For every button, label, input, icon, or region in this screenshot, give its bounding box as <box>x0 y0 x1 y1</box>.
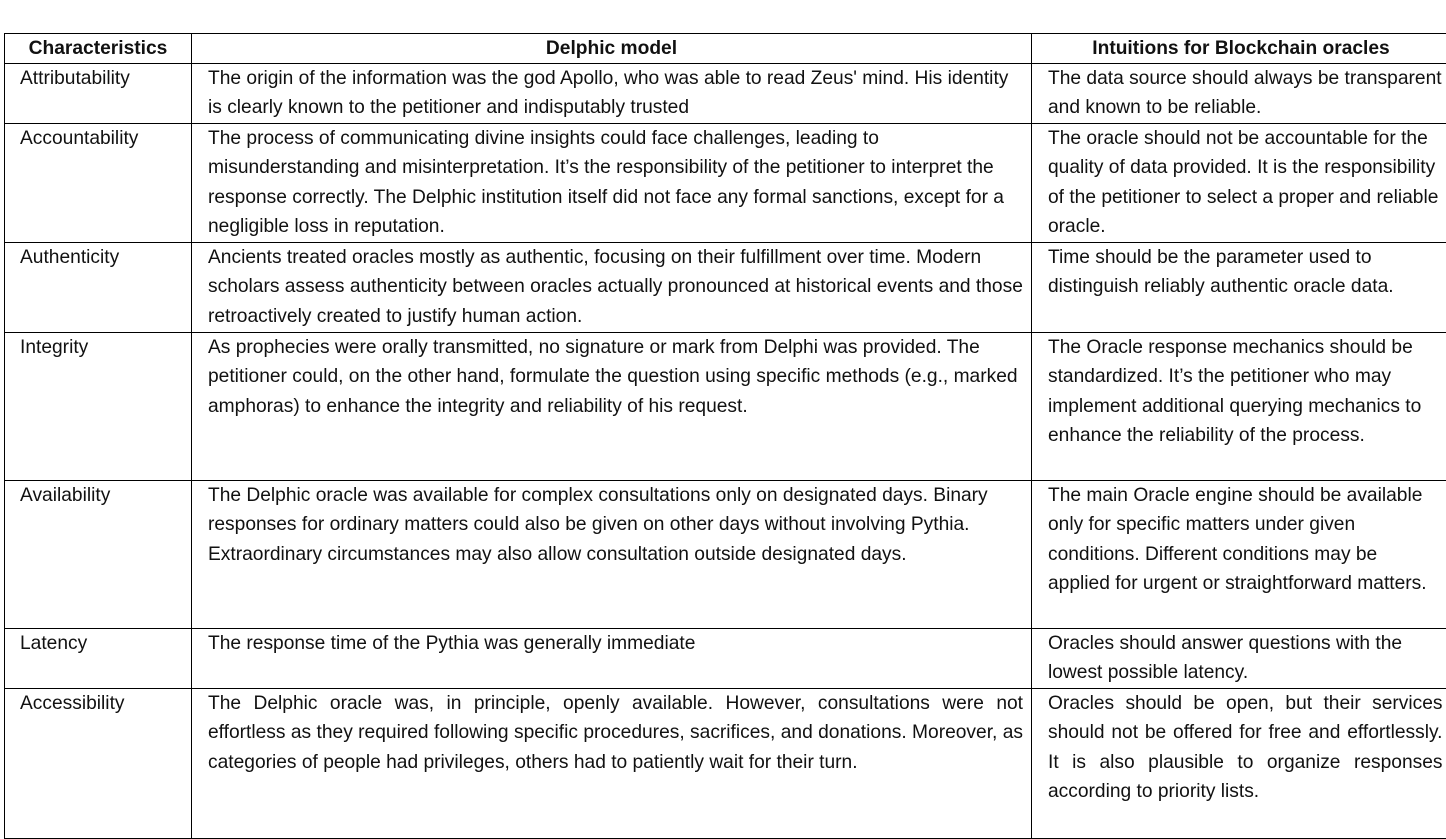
header-delphic-model: Delphic model <box>192 34 1032 64</box>
delphic-cell: The Delphic oracle was available for complex consultations only on designated days. Binary responses for ordinary matters could also be given on other days without involving Pythia. Extraordinary circumstances may also allow consultation outside designated days. <box>192 481 1032 629</box>
table-header <box>5 34 1446 64</box>
header-characteristics: Characteristics <box>5 34 192 64</box>
intuition-cell: The oracle should not be accountable for the quality of data provided. It is the responsibility of the petitioner to select a proper and reliable oracle. <box>1032 124 1446 243</box>
table-row <box>5 243 1446 333</box>
table-row <box>5 629 1446 689</box>
characteristic-cell: Integrity <box>5 333 192 481</box>
delphic-cell: The process of communicating divine insights could face challenges, leading to misunderstanding and misinterpretation. It’s the responsibility of the petitioner to interpret the response correctly. The Delphic institution itself did not face any formal sanctions, except for a negligible loss in reputation. <box>192 124 1032 243</box>
table-row <box>5 124 1446 243</box>
table-row <box>5 333 1446 481</box>
delphic-cell: The response time of the Pythia was generally immediate <box>192 629 1032 689</box>
header-row <box>5 34 1446 64</box>
intuition-cell: Time should be the parameter used to distinguish reliably authentic oracle data. <box>1032 243 1446 333</box>
page-top-margin <box>0 0 1446 32</box>
table-row <box>5 481 1446 629</box>
delphic-cell: As prophecies were orally transmitted, no signature or mark from Delphi was provided. The petitioner could, on the other hand, formulate the question using specific methods (e.g., marked amphoras) to enhance the integrity and reliability of his request. <box>192 333 1032 481</box>
table-row <box>5 689 1446 839</box>
intuition-cell: Oracles should be open, but their services should not be offered for free and effortlessly. It is also plausible to organize responses according to priority lists. <box>1032 689 1446 839</box>
characteristic-cell: Availability <box>5 481 192 629</box>
characteristic-cell: Accountability <box>5 124 192 243</box>
table-body <box>5 64 1446 839</box>
characteristic-cell: Authenticity <box>5 243 192 333</box>
characteristic-cell: Latency <box>5 629 192 689</box>
delphic-cell: The Delphic oracle was, in principle, openly available. However, consultations were not effortless as they required following specific procedures, sacrifices, and donations. Moreover, as categories of people had privileges, others had to patiently wait for their turn. <box>192 689 1032 839</box>
header-blockchain-intuitions: Intuitions for Blockchain oracles <box>1032 34 1446 64</box>
characteristic-cell: Attributability <box>5 64 192 124</box>
table-row <box>5 64 1446 124</box>
intuition-cell: The Oracle response mechanics should be standardized. It’s the petitioner who may implement additional querying mechanics to enhance the reliability of the process. <box>1032 333 1446 481</box>
characteristic-cell: Accessibility <box>5 689 192 839</box>
intuition-cell: The main Oracle engine should be available only for specific matters under given conditions. Different conditions may be applied for urgent or straightforward matters. <box>1032 481 1446 629</box>
delphic-cell: The origin of the information was the god Apollo, who was able to read Zeus' mind. His identity is clearly known to the petitioner and indisputably trusted <box>192 64 1032 124</box>
intuition-cell: Oracles should answer questions with the lowest possible latency. <box>1032 629 1446 689</box>
comparison-table <box>4 33 1446 839</box>
delphic-cell: Ancients treated oracles mostly as authentic, focusing on their fulfillment over time. Modern scholars assess authenticity between oracles actually pronounced at historical events and those retroactively created to justify human action. <box>192 243 1032 333</box>
intuition-cell: The data source should always be transparent and known to be reliable. <box>1032 64 1446 124</box>
